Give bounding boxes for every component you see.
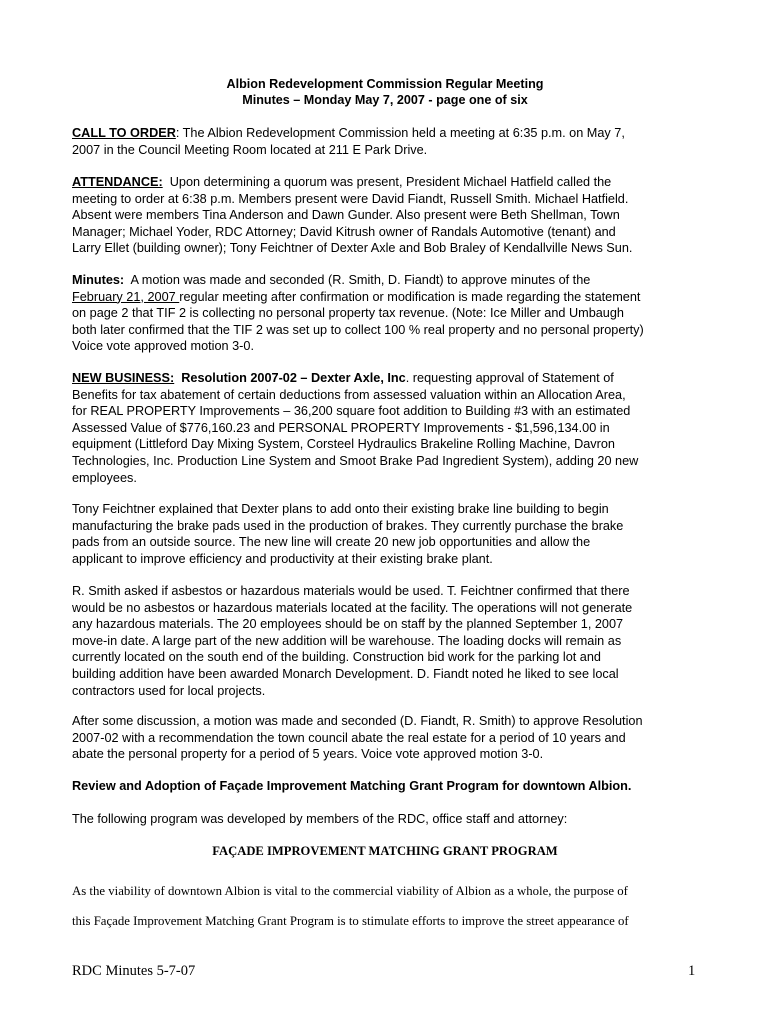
facade-heading-text: Review and Adoption of Façade Improvement Matching Grant Program for downtown Albion. — [72, 779, 632, 793]
call-to-order-text: : The Albion Redevelopment Commission held a meeting at 6:35 p.m. on May 7, — [175, 126, 625, 140]
attendance-text-5: Larry Ellet (building owner); Tony Feichtner of Dexter Axle and Bob Braley of Kendallville News Sun. — [72, 241, 633, 256]
call-to-order-paragraph — [72, 125, 702, 158]
program-intro — [72, 811, 702, 828]
minutes-paragraph — [72, 272, 702, 355]
attendance-paragraph — [72, 174, 702, 257]
minutes-text-1: A motion was made and seconded (R. Smith, D. Fiandt) to approve minutes of the — [124, 273, 591, 287]
minutes-label: Minutes: — [72, 273, 125, 287]
program-intro-text: The following program was developed by members of the RDC, office staff and attorney: — [72, 812, 568, 826]
new-business-label: NEW BUSINESS: — [72, 371, 175, 385]
smith-text-5: currently located on the south end of the building. Construction bid work for the parking lot and — [72, 650, 601, 665]
discussion-text-3: abate the personal property for a period of 5 years. Voice vote approved motion 3-0. — [72, 747, 544, 762]
program-title: FAÇADE IMPROVEMENT MATCHING GRANT PROGRAM — [212, 844, 558, 858]
smith-text-3: any hazardous materials. The 20 employees should be on staff by the planned September 1, 2007 — [72, 617, 624, 632]
new-business-text-2: Benefits for tax abatement of certain deductions from assessed valuation within an Allocation Area, — [72, 387, 626, 402]
new-business-text-1: . requesting approval of Statement of — [405, 371, 614, 385]
smith-paragraph — [72, 583, 702, 699]
discussion-text-1: After some discussion, a motion was made and seconded (D. Fiandt, R. Smith) to approve Resolution — [72, 714, 643, 728]
feichtner-text-1: Tony Feichtner explained that Dexter plans to add onto their existing brake line building to begin — [72, 502, 609, 516]
attendance-text-2: meeting to order at 6:38 p.m. Members present were David Fiandt, Russell Smith. Michael Hatfield. — [72, 191, 629, 206]
smith-text-7: contractors used for local projects. — [72, 683, 266, 698]
facade-heading — [72, 778, 702, 795]
feichtner-text-2: manufacturing the brake pads used in the production of brakes. They currently purchase the brake — [72, 518, 624, 533]
feichtner-text-4: applicant to improve efficiency and productivity at their existing brake plant. — [72, 551, 493, 566]
smith-text-4: move-in date. A large part of the new addition will be warehouse. The loading docks will remain as — [72, 633, 622, 648]
document-title — [0, 76, 770, 108]
call-to-order-text-2: 2007 in the Council Meeting Room located at 211 E Park Drive. — [72, 142, 428, 157]
feichtner-text-3: pads from an outside source. The new line will create 20 new job opportunities and allow the — [72, 535, 591, 550]
call-to-order-label: CALL TO ORDER — [72, 126, 176, 140]
feichtner-paragraph — [72, 501, 702, 567]
minutes-text-4: both later confirmed that the TIF 2 was set up to collect 100 % real property and no personal property) — [72, 322, 644, 337]
new-business-text-6: Technologies, Inc. Production Line System and Smoot Brake Pad Ingredient System), adding 20 new — [72, 453, 639, 468]
minutes-text-2: regular meeting after confirmation or modification is made regarding the statement — [179, 289, 641, 304]
attendance-text-3: Absent were members Tina Anderson and Dawn Gunder. Also present were Beth Shellman, Town — [72, 208, 620, 223]
program-text-line-1: As the viability of downtown Albion is vital to the commercial viability of Albion as a whole, the purpose of — [72, 884, 628, 898]
title-line-2: Minutes – Monday May 7, 2007 - page one of six — [242, 93, 528, 107]
new-business-text-4: Assessed Value of $776,160.23 and PERSONAL PROPERTY Improvements - $1,596,134.00 in — [72, 420, 610, 435]
new-business-text-3: for REAL PROPERTY Improvements – 36,200 square foot addition to Building #3 with an estimated — [72, 404, 631, 419]
new-business-text-5: equipment (Littleford Day Mixing System, Corsteel Hydraulics Brakeline Rolling Machine, Davron — [72, 437, 615, 452]
minutes-text-3: on page 2 that TIF 2 is collecting no personal property tax revenue. (Note: Ice Miller and Umbaugh — [72, 306, 624, 321]
smith-text-2: would be no asbestos or hazardous materials located at the facility. The operations will not generate — [72, 600, 633, 615]
discussion-text-2: 2007-02 with a recommendation the town council abate the real estate for a period of 10 years and — [72, 730, 626, 745]
program-text-line-2: this Façade Improvement Matching Grant Program is to stimulate efforts to improve the street appearance of — [72, 914, 629, 928]
footer-page-number: 1 — [688, 963, 696, 979]
footer-document-name: RDC Minutes 5-7-07 — [72, 963, 196, 979]
new-business-text-7: employees. — [72, 470, 137, 485]
smith-text-6: building addition have been awarded Monarch Development. D. Fiandt noted he liked to see local — [72, 666, 619, 681]
smith-text-1: R. Smith asked if asbestos or hazardous materials would be used. T. Feichtner confirmed that there — [72, 584, 630, 598]
resolution-title: Resolution 2007-02 – Dexter Axle, Inc — [174, 371, 406, 385]
attendance-label: ATTENDANCE: — [72, 175, 163, 189]
attendance-text-4: Manager; Michael Yoder, RDC Attorney; David Kitrush owner of Randals Automotive (tenant) and — [72, 224, 616, 239]
title-line-1: Albion Redevelopment Commission Regular Meeting — [226, 77, 544, 91]
attendance-text-1: Upon determining a quorum was present, President Michael Hatfield called the — [162, 175, 612, 189]
minutes-text-5: Voice vote approved motion 3-0. — [72, 339, 254, 354]
new-business-paragraph — [72, 370, 702, 486]
minutes-date-link: February 21, 2007 — [72, 289, 180, 304]
discussion-paragraph — [72, 713, 702, 763]
